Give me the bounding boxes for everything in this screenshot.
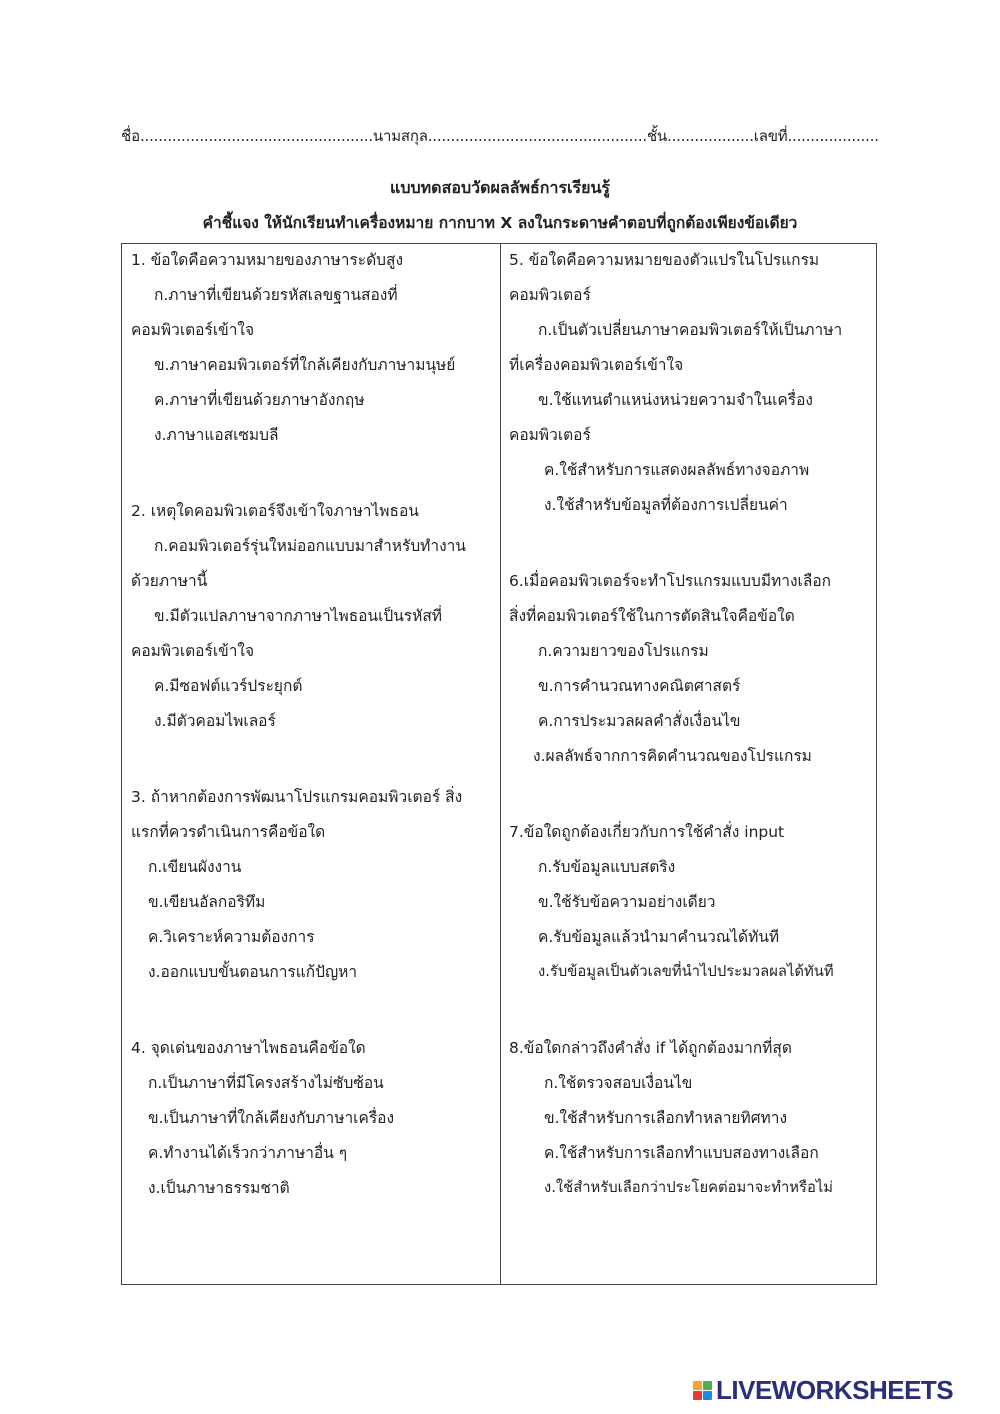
question-5-option-b-cont: คอมพิวเตอร์: [509, 426, 591, 444]
logo-square-3: [693, 1391, 702, 1400]
question-8-option-c: ค.ใช้สำหรับการเลือกทำแบบสองทางเลือก: [544, 1144, 819, 1162]
question-2-option-d: ง.มีตัวคอมไพเลอร์: [154, 712, 276, 730]
question-4-option-a: ก.เป็นภาษาที่มีโครงสร้างไม่ซับซ้อน: [148, 1074, 384, 1092]
question-7-option-c: ค.รับข้อมูลแล้วนำมาคำนวณได้ทันที: [538, 928, 780, 946]
question-5-option-b: ข.ใช้แทนตำแหน่งหน่วยความจำในเครื่อง: [538, 391, 813, 409]
liveworksheets-logo[interactable]: [693, 1375, 953, 1405]
question-2-stem: 2. เหตุใดคอมพิวเตอร์จึงเข้าใจภาษาไพธอน: [131, 502, 419, 520]
question-7-option-a: ก.รับข้อมูลแบบสตริง: [538, 858, 676, 876]
question-5-option-a-cont: ที่เครื่องคอมพิวเตอร์เข้าใจ: [509, 356, 684, 374]
question-4-option-c: ค.ทำงานได้เร็วกว่าภาษาอื่น ๆ: [148, 1144, 348, 1162]
question-5-option-a: ก.เป็นตัวเปลี่ยนภาษาคอมพิวเตอร์ให้เป็นภาษา: [538, 321, 843, 339]
question-5-stem-cont: คอมพิวเตอร์: [509, 286, 591, 304]
question-8-option-d: ง.ใช้สำหรับเลือกว่าประโยคต่อมาจะทำหรือไม่: [544, 1179, 834, 1196]
question-5-option-c: ค.ใช้สำหรับการแสดงผลลัพธ์ทางจอภาพ: [544, 461, 810, 479]
question-7-stem: 7.ข้อใดถูกต้องเกี่ยวกับการใช้คำสั่ง input: [509, 823, 785, 841]
question-5-option-d: ง.ใช้สำหรับข้อมูลที่ต้องการเปลี่ยนค่า: [544, 496, 788, 514]
question-7-option-d: ง.รับข้อมูลเป็นตัวเลขที่นำไปประมวลผลได้ทันที: [538, 963, 834, 980]
question-1-option-a: ก.ภาษาที่เขียนด้วยรหัสเลขฐานสองที่: [154, 286, 398, 304]
question-1-option-d: ง.ภาษาแอสเซมบลี: [154, 426, 279, 444]
column-divider: [500, 243, 501, 1285]
question-1-option-c: ค.ภาษาที่เขียนด้วยภาษาอังกฤษ: [154, 391, 365, 409]
question-3-stem: 3. ถ้าหากต้องการพัฒนาโปรแกรมคอมพิวเตอร์ สิ่ง: [131, 788, 463, 806]
question-4-option-d: ง.เป็นภาษาธรรมชาติ: [148, 1179, 290, 1197]
question-4-option-b: ข.เป็นภาษาที่ใกล้เคียงกับภาษาเครื่อง: [148, 1109, 395, 1127]
question-6-option-a: ก.ความยาวของโปรแกรม: [538, 642, 709, 660]
logo-text: LIVEWORKSHEETS: [716, 1374, 954, 1405]
question-6-stem: 6.เมื่อคอมพิวเตอร์จะทำโปรแกรมแบบมีทางเลือก: [509, 572, 832, 590]
liveworksheets-logo-icon: [693, 1381, 712, 1400]
question-8-stem: 8.ข้อใดกล่าวถึงคำสั่ง if ได้ถูกต้องมากที่สุด: [509, 1039, 792, 1057]
question-3-option-c: ค.วิเคราะห์ความต้องการ: [148, 928, 315, 946]
question-1-stem: 1. ข้อใดคือความหมายของภาษาระดับสูง: [131, 251, 404, 269]
question-3-option-d: ง.ออกแบบขั้นตอนการแก้ปัญหา: [148, 963, 358, 981]
test-title: แบบทดสอบวัดผลลัพธ์การเรียนรู้: [390, 178, 610, 197]
question-2-option-b: ข.มีตัวแปลภาษาจากภาษาไพธอนเป็นรหัสที่: [154, 607, 443, 625]
question-5-stem: 5. ข้อใดคือความหมายของตัวแปรในโปรแกรม: [509, 251, 820, 269]
question-2-option-a: ก.คอมพิวเตอร์รุ่นใหม่ออกแบบมาสำหรับทำงาน: [154, 537, 466, 555]
logo-square-2: [703, 1381, 712, 1390]
question-6-stem-cont: สิ่งที่คอมพิวเตอร์ใช้ในการตัดสินใจคือข้อใด: [509, 607, 795, 625]
question-3-stem-cont: แรกที่ควรดำเนินการคือข้อใด: [131, 823, 326, 841]
question-8-option-b: ข.ใช้สำหรับการเลือกทำหลายทิศทาง: [544, 1109, 788, 1127]
question-3-option-a: ก.เขียนผังงาน: [148, 858, 242, 876]
instructions: คำชี้แจง ให้นักเรียนทำเครื่องหมาย กากบาท X ลงในกระดาษคำตอบที่ถูกต้องเพียงข้อเดียว: [202, 214, 798, 232]
question-2-option-a-cont: ด้วยภาษานี้: [131, 572, 208, 590]
question-3-option-b: ข.เขียนอัลกอริทึม: [148, 893, 266, 911]
student-info-line: ชื่อ...................................................นามสกุล................................................ชั้น...................เลขที่....................: [121, 127, 879, 145]
logo-square-1: [693, 1381, 702, 1390]
question-1-option-b: ข.ภาษาคอมพิวเตอร์ที่ใกล้เคียงกับภาษามนุษย์: [154, 356, 456, 374]
question-8-option-a: ก.ใช้ตรวจสอบเงื่อนไข: [544, 1074, 693, 1092]
question-4-stem: 4. จุดเด่นของภาษาไพธอนคือข้อใด: [131, 1039, 366, 1057]
question-6-option-d: ง.ผลลัพธ์จากการคิดคำนวณของโปรแกรม: [533, 747, 812, 765]
question-6-option-b: ข.การคำนวณทางคณิตศาสตร์: [538, 677, 741, 695]
question-1-option-a-cont: คอมพิวเตอร์เข้าใจ: [131, 321, 255, 339]
question-2-option-b-cont: คอมพิวเตอร์เข้าใจ: [131, 642, 255, 660]
logo-square-4: [703, 1391, 712, 1400]
question-2-option-c: ค.มีซอฟต์แวร์ประยุกต์: [154, 677, 303, 695]
question-7-option-b: ข.ใช้รับข้อความอย่างเดียว: [538, 893, 716, 911]
question-6-option-c: ค.การประมวลผลคำสั่งเงื่อนไข: [538, 712, 741, 730]
